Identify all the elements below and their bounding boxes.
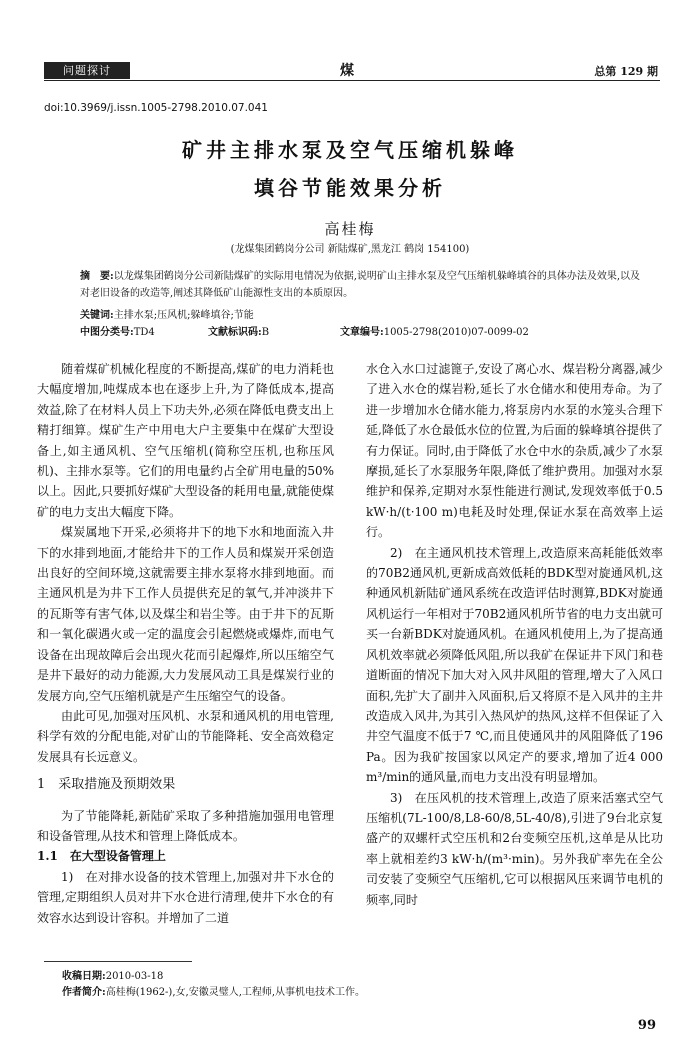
paragraph: 随着煤矿机械化程度的不断提高,煤矿的电力消耗也大幅度增加,吨煤成本也在逐步上升,为了降低成本,提高效益,除了在材料人员上下功夫外,必须在降低电费支出上精打细算。煤矿生产中用电大户主要集中在煤矿大型设备上,如主通风机、空气压缩机(简称空压机,也称压风机)、主排水泵等。它们的用电量约占全矿用电量的50%以上。因此,只要抓好煤矿大型设备的耗用电量,就能使煤矿的电力支出大幅度下降。 — [37, 362, 334, 519]
section-tag: 问题探讨 — [44, 62, 130, 79]
paragraph: 3) 在压风机的技术管理上,改造了原来活塞式空气压缩机(7L-100/8,L8-60/8,5L-40/8),引进了9台北京复盛产的双螺杆式空压机和2台变频空压机,这单是从比功率上就相差约3 kW·h/(m³·min)。另外我矿率先在全公司安装了变频空气压缩机,它可以根据风压来调节电机的频率,同时 — [366, 790, 663, 907]
classification-label: 中图分类号: — [80, 327, 134, 338]
paragraph: 2) 在主通风机技术管理上,改造原来高耗能低效率的70B2通风机,更新成高效低耗的BDK型对旋通风机,这种通风机新陆矿通风系统在改造评估时测算,BDK对旋通风机运行一年相对于70B2通风机所节省的电力支出就可买一台新BDK对旋通风机。在通风机使用上,为了提高通风机效率就必须降低风阻,所以我矿在保证井下风门和巷道断面的情况下加大对入风井风阻的管理,增大了入风口面积,先扩大了副井入风面积,后又将原不是入风井的主井改造成入风井,为其引入热风炉的热风,这样不但保证了入井空气温度不低于7 ℃,而且使通风井的风阻降低了196 Pa。因为我矿按国家以风定产的要求,增加了近4 000 m³/min的通风量,而电力支出没有明显增加。 — [366, 545, 663, 785]
received-date — [62, 967, 163, 982]
issue-number: 总第 129 期 — [594, 65, 658, 78]
right-column — [366, 359, 663, 910]
journal-mark: 煤 — [340, 63, 354, 79]
left-column — [37, 359, 334, 928]
page-number: 99 — [637, 1018, 656, 1033]
classification — [80, 323, 155, 338]
footnote-rule — [44, 961, 192, 962]
author-name: 高桂梅 — [324, 220, 376, 238]
doi: doi:10.3969/j.issn.1005-2798.2010.07.041 — [44, 102, 268, 114]
keywords-label: 关键词: — [80, 310, 114, 321]
keywords — [80, 306, 254, 321]
paragraph: 由此可见,加强对压风机、水泵和通风机的用电管理,科学有效的分配电能,对矿山的节能降耗、安全高效稳定发展具有长远意义。 — [37, 708, 334, 764]
keywords-text: 主排水泵;压风机;躲峰填谷;节能 — [113, 310, 254, 321]
article-number-value: 1005-2798(2010)07-0099-02 — [383, 327, 529, 338]
author-bio-label: 作者简介: — [62, 987, 106, 998]
classification-value: TD4 — [133, 327, 155, 338]
document-code-value: B — [261, 327, 270, 338]
paragraph: 1) 在对排水设备的技术管理上,加强对井下水仓的管理,定期组织人员对井下水仓进行清理,使井下水仓的有效容水达到设计容积。并增加了二道 — [37, 869, 334, 925]
title-line-1: 矿井主排水泵及空气压缩机躲峰 — [182, 138, 518, 162]
document-code-label: 文献标识码: — [208, 327, 262, 338]
title-line-2: 填谷节能效果分析 — [254, 176, 446, 200]
article-number — [340, 323, 529, 338]
paragraph: 为了节能降耗,新陆矿采取了多种措施加强用电管理和设备管理,从技术和管理上降低成本。 — [37, 808, 334, 843]
author-affiliation: (龙煤集团鹤岗分公司 新陆煤矿,黑龙江 鹤岗 154100) — [230, 244, 470, 255]
header-rule — [44, 80, 660, 81]
author-bio-text: 高桂梅(1962-),女,安徽灵璧人,工程师,从事机电技术工作。 — [105, 987, 366, 998]
article-number-label: 文章编号: — [340, 327, 384, 338]
abstract-label: 摘 要: — [80, 271, 114, 282]
abstract-text: 以龙煤集团鹤岗分公司新陆煤矿的实际用电情况为依据,说明矿山主排水泵及空气压缩机躲峰填谷的具体办法及效果,以及对老旧设备的改造等,阐述其降低矿山能源性支出的本质原因。 — [80, 271, 641, 299]
paragraph: 煤炭属地下开采,必须将井下的地下水和地面流入井下的水排到地面,才能给井下的工作人员和煤炭开采创造出良好的空间环境,这就需要主排水泵将水排到地面。而主通风机是为井下工作人员提供充足的氧气,并冲淡井下的瓦斯等有害气体,以及煤尘和岩尘等。由于井下的瓦斯和一氧化碳遇火或一定的温度会引起燃烧或爆炸,而电气设备在出现故障后会出现火花而引起爆炸,所以压缩空气是井下最好的动力能源,大力发展风动工具是煤炭行业的发展方向,空气压缩机就是产生压缩空气的设备。 — [37, 525, 334, 703]
subsection-heading: 1.1 在大型设备管理上 — [37, 849, 166, 864]
received-label: 收稿日期: — [62, 971, 106, 982]
document-code — [208, 323, 269, 338]
abstract — [80, 268, 650, 302]
paragraph: 水仓入水口过滤篦子,安设了离心水、煤岩粉分离器,减少了进入水仓的煤岩粉,延长了水仓储水和使用寿命。为了进一步增加水仓储水能力,将泵房内水泵的水笼头合理下延,降低了水仓最低水位的位置,为后面的躲峰填谷提供了有力保证。同时,由于降低了水仓中水的杂质,减少了水泵摩损,延长了水泵服务年限,降低了维护费用。加强对水泵维护和保养,定期对水泵性能进行测试,发现效率低于0.5 kW·h/(t·100 m)电耗及时处理,保证水泵在高效率上运行。 — [366, 362, 663, 540]
received-value: 2010-03-18 — [105, 971, 164, 982]
author-bio — [62, 983, 365, 998]
section-heading: 1 采取措施及预期效果 — [37, 777, 176, 793]
